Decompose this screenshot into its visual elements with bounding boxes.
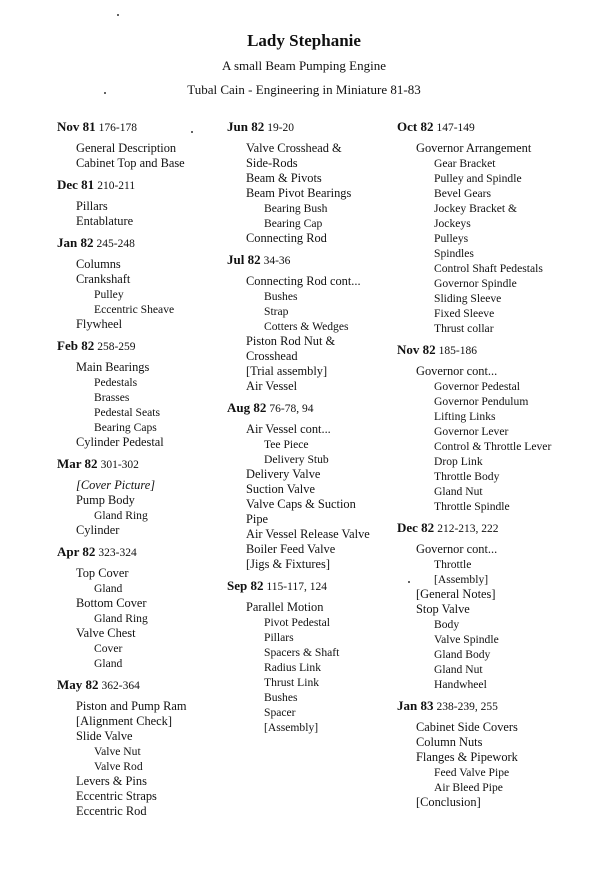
sub-entry: Valve Spindle [434,633,499,646]
page-range: 362-364 [101,680,140,692]
sub-entry: Throttle Body [434,470,500,483]
issue-date: Apr 82 [57,544,96,559]
document-subtitle: A small Beam Pumping Engine [222,58,386,73]
index-entry: Parallel Motion [246,600,324,614]
section-heading [397,119,597,136]
index-column-2 [227,119,397,741]
index-entry: Flywheel [76,317,123,331]
section-heading [57,177,222,194]
index-entry: Stop Valve [416,602,470,616]
sub-entry: Jockeys [434,217,471,230]
index-section [227,119,397,246]
section-heading [57,338,222,355]
sub-entry: Gland Ring [94,612,148,625]
index-entry: [Alignment Check] [76,714,173,728]
sub-entry: Valve Nut [94,745,141,758]
section-heading [397,520,597,537]
sub-entry: Cotters & Wedges [264,320,349,333]
sub-entry: Gland Ring [94,509,148,522]
sub-entry: [Assembly] [434,573,489,586]
index-entry: Bottom Cover [76,596,147,610]
sub-entry: Bearing Bush [264,202,328,215]
section-heading [227,252,397,269]
index-entry: Pump Body [76,493,135,507]
sub-entry: Pedestal Seats [94,406,161,419]
issue-date: Jul 82 [227,252,261,267]
sub-entry: Bevel Gears [434,187,491,200]
sub-entry: Governor Pendulum [434,395,529,408]
index-entry: Air Vessel cont... [246,422,331,436]
sub-entry: Throttle Spindle [434,500,510,513]
index-section [57,544,222,671]
issue-date: Dec 81 [57,177,95,192]
section-heading [227,119,397,136]
section-heading [227,578,397,595]
sub-entry: Gland [94,582,123,595]
section-heading [57,119,222,136]
issue-date: Feb 82 [57,338,95,353]
index-entry: Eccentric Rod [76,804,147,818]
sub-entry: Control Shaft Pedestals [434,262,543,275]
document-title: Lady Stephanie [247,31,361,50]
sub-entry: Pulleys [434,232,469,245]
index-entry: Column Nuts [416,735,483,749]
index-entry: Cabinet Side Covers [416,720,518,734]
section-heading [397,342,597,359]
sub-entry: Bushes [264,290,298,303]
page-range: 258-259 [97,341,136,353]
sub-entry: Pulley [94,288,124,301]
index-entry: Crankshaft [76,272,131,286]
sub-entry: Strap [264,305,289,318]
sub-entry: Brasses [94,391,130,404]
sub-entry: Gland Nut [434,485,483,498]
page-range: 34-36 [263,255,291,267]
index-entry: Cabinet Top and Base [76,156,185,170]
index-section [57,677,222,819]
index-entry: Top Cover [76,566,129,580]
index-entry: Main Bearings [76,360,150,374]
sub-entry: Spacers & Shaft [264,646,340,659]
scan-speck [408,581,410,583]
sub-entry: Bushes [264,691,298,704]
index-entry: [Jigs & Fixtures] [246,557,330,571]
index-section [397,698,597,810]
index-entry: Boiler Feed Valve [246,542,336,556]
index-entry: Governor Arrangement [416,141,532,155]
sub-entry: Thrust collar [434,322,494,335]
issue-date: Sep 82 [227,578,264,593]
index-entry: Entablature [76,214,134,228]
index-entry: General Description [76,141,177,155]
page-range: 147-149 [436,122,475,134]
sub-entry: Drop Link [434,455,483,468]
sub-entry: Air Bleed Pipe [434,781,503,794]
sub-entry: Valve Rod [94,760,143,773]
scan-speck [104,92,106,94]
section-heading [57,235,222,252]
index-entry: Governor cont... [416,364,498,378]
index-section [397,520,597,692]
page-range: 19-20 [267,122,295,134]
index-entry: Columns [76,257,121,271]
index-entry: Slide Valve [76,729,133,743]
sub-entry: Pivot Pedestal [264,616,331,629]
index-entry: Pipe [246,512,269,526]
page-range: 301-302 [100,459,139,471]
sub-entry: Gland [94,657,123,670]
issue-date: Dec 82 [397,520,435,535]
index-entry: Crosshead [246,349,298,363]
sub-entry: Body [434,618,460,631]
index-entry: [Trial assembly] [246,364,328,378]
index-entry: Cylinder [76,523,120,537]
sub-entry: Delivery Stub [264,453,329,466]
index-section [57,338,222,450]
index-entry: Connecting Rod cont... [246,274,361,288]
page-range: 115-117, 124 [266,581,327,593]
sub-entry: Control & Throttle Lever [434,440,552,453]
issue-date: Oct 82 [397,119,434,134]
index-entry: Valve Caps & Suction [246,497,356,511]
index-entry: [Cover Picture] [76,478,156,492]
page-range: 238-239, 255 [436,701,498,713]
sub-entry: Thrust Link [264,676,320,689]
sub-entry: Jockey Bracket & [434,202,518,215]
sub-entry: Pillars [264,631,294,644]
sub-entry: Feed Valve Pipe [434,766,510,779]
index-entry: Piston and Pump Ram [76,699,187,713]
index-entry: [Conclusion] [416,795,481,809]
issue-date: Nov 82 [397,342,436,357]
index-section [227,252,397,394]
issue-date: Jan 82 [57,235,94,250]
sub-entry: Gear Bracket [434,157,496,170]
sub-entry: Governor Spindle [434,277,517,290]
sub-entry: Spindles [434,247,474,260]
index-entry: Cylinder Pedestal [76,435,164,449]
index-entry: Air Vessel Release Valve [246,527,370,541]
document-source: Tubal Cain - Engineering in Miniature 81-83 [187,82,421,97]
section-heading [397,698,597,715]
index-column-3 [397,119,597,816]
issue-date: Aug 82 [227,400,267,415]
sub-entry: Gland Body [434,648,491,661]
sub-entry: Governor Lever [434,425,509,438]
issue-date: Mar 82 [57,456,98,471]
index-entry: Beam & Pivots [246,171,322,185]
index-entry: Piston Rod Nut & [246,334,336,348]
section-heading [57,456,222,473]
page-range: 176-178 [98,122,137,134]
index-section [227,578,397,735]
sub-entry: Bearing Caps [94,421,157,434]
index-column-1 [57,119,222,825]
page-range: 212-213, 222 [437,523,499,535]
issue-date: Jan 83 [397,698,434,713]
sub-entry: Eccentric Sheave [94,303,175,316]
section-heading [57,677,222,694]
sub-entry: [Assembly] [264,721,319,734]
sub-entry: Sliding Sleeve [434,292,502,305]
section-heading [227,400,397,417]
index-entry: Beam Pivot Bearings [246,186,352,200]
index-entry: Levers & Pins [76,774,147,788]
index-section [57,456,222,538]
sub-entry: Pedestals [94,376,138,389]
sub-entry: Bearing Cap [264,217,323,230]
index-entry: Pillars [76,199,108,213]
index-section [57,235,222,332]
index-section [397,119,597,336]
index-entry: Connecting Rod [246,231,327,245]
page-range: 323-324 [98,547,137,559]
index-entry: Delivery Valve [246,467,321,481]
page-range: 76-78, 94 [269,403,314,415]
index-entry: Flanges & Pipework [416,750,518,764]
page-range: 245-248 [96,238,135,250]
index-section [397,342,597,514]
index-entry: Governor cont... [416,542,498,556]
page-range: 185-186 [438,345,477,357]
sub-entry: Handwheel [434,678,487,691]
sub-entry: Cover [94,642,123,655]
section-heading [57,544,222,561]
sub-entry: Spacer [264,706,296,719]
sub-entry: Pulley and Spindle [434,172,522,185]
issue-date: Nov 81 [57,119,96,134]
sub-entry: Governor Pedestal [434,380,520,393]
sub-entry: Gland Nut [434,663,483,676]
issue-date: Jun 82 [227,119,265,134]
index-entry: Eccentric Straps [76,789,157,803]
index-section [227,400,397,572]
sub-entry: Throttle [434,558,472,571]
index-entry: Valve Chest [76,626,136,640]
index-entry: Valve Crosshead & [246,141,342,155]
index-entry: Suction Valve [246,482,315,496]
sub-entry: Fixed Sleeve [434,307,495,320]
sub-entry: Tee Piece [264,438,309,451]
index-entry: Air Vessel [246,379,298,393]
index-entry: Side-Rods [246,156,298,170]
scan-speck [191,131,193,133]
index-entry: [General Notes] [416,587,496,601]
sub-entry: Radius Link [264,661,322,674]
page-range: 210-211 [97,180,136,192]
issue-date: May 82 [57,677,99,692]
index-section [57,177,222,229]
index-section [57,119,222,171]
scan-speck [117,14,119,16]
sub-entry: Lifting Links [434,410,496,423]
